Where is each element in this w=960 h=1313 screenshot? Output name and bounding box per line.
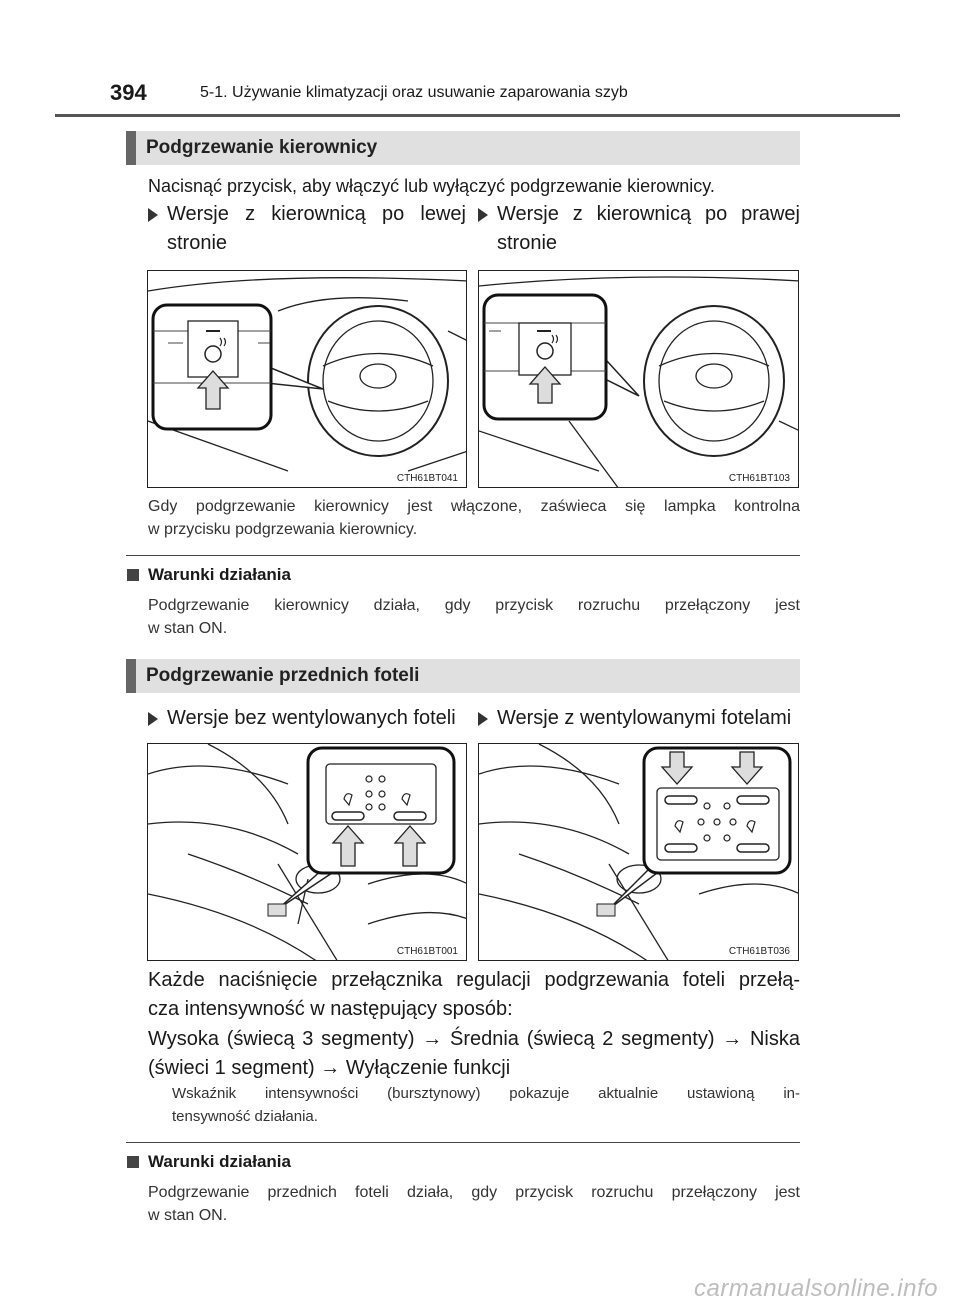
- variant-rhd-line2: stronie: [497, 232, 558, 254]
- variant-lhd-line2: stronie: [167, 232, 228, 254]
- variant-lhd-line1: Wersje z kierownicą po lewej: [167, 203, 466, 225]
- header-rule: [55, 114, 900, 117]
- section-heading-steering-heater: [126, 131, 800, 165]
- figure-code: CTH61BT041: [396, 473, 458, 484]
- steering-illustration-icon: [479, 271, 799, 488]
- conditions-line1: Podgrzewanie przednich foteli działa, gdy przycisk rozruchu przełączony jest: [148, 1184, 800, 1201]
- heat-level-para-line2: cza intensywność w następujący sposób:: [148, 998, 513, 1020]
- figure-code: CTH61BT103: [728, 473, 790, 484]
- conditions-line2: w stan ON.: [148, 1207, 228, 1224]
- indicator-note-line1: Wskaźnik intensywności (bursztynowy) pokazuje aktualnie ustawioną in-: [172, 1085, 800, 1102]
- watermark: carmanualsonline.info: [694, 1275, 938, 1302]
- heat-sequence-line1: Wysoka (świecą 3 segmenty) → Średnia (świecą 2 segmenty) → Niska: [148, 1028, 800, 1050]
- figure-seat-heater-switches: [147, 743, 467, 961]
- square-bullet-icon: [127, 1156, 139, 1168]
- conditions-line1: Podgrzewanie kierownicy działa, gdy przycisk rozruchu przełączony jest: [148, 597, 800, 614]
- divider: [126, 1142, 800, 1143]
- heat-level-para-line1: Każde naciśnięcie przełącznika regulacji podgrzewania foteli przełą-: [148, 969, 800, 991]
- section-title: Podgrzewanie przednich foteli: [146, 665, 420, 686]
- heat-sequence-line2: (świeci 1 segment) → Wyłączenie funkcji: [148, 1057, 511, 1079]
- steering-illustration-icon: [148, 271, 467, 488]
- running-title: 5-1. Używanie klimatyzacji oraz usuwanie zaparowania szyb: [200, 84, 628, 101]
- console-illustration-icon: [148, 744, 467, 961]
- triangle-bullet-icon: [478, 712, 488, 726]
- variant-no-ventilation: Wersje bez wentylowanych foteli: [167, 707, 456, 729]
- figure-code: CTH61BT001: [396, 946, 458, 957]
- caption-line1: Gdy podgrzewanie kierownicy jest włączone, zaświeca się lampka kontrolna: [148, 498, 800, 515]
- section-title: Podgrzewanie kierownicy: [146, 137, 378, 158]
- conditions-title: Warunki działania: [148, 1152, 291, 1171]
- square-bullet-icon: [127, 569, 139, 581]
- divider: [126, 555, 800, 556]
- figure-seat-heater-ventilation-switches: [478, 743, 799, 961]
- figure-steering-lhd: [147, 270, 467, 488]
- figure-code: CTH61BT036: [728, 946, 790, 957]
- conditions-line2: w stan ON.: [148, 620, 228, 637]
- figure-steering-rhd: [478, 270, 799, 488]
- indicator-note-line2: tensywność działania.: [172, 1108, 318, 1125]
- triangle-bullet-icon: [148, 208, 158, 222]
- variant-rhd-line1: Wersje z kierownicą po prawej: [497, 203, 800, 225]
- console-illustration-icon: [479, 744, 799, 961]
- conditions-title: Warunki działania: [148, 565, 291, 584]
- variant-with-ventilation: Wersje z wentylowanymi fotelami: [497, 707, 792, 729]
- triangle-bullet-icon: [148, 712, 158, 726]
- caption-line2: w przycisku podgrzewania kierownicy.: [148, 521, 418, 538]
- section-heading-seat-heaters: [126, 659, 800, 693]
- triangle-bullet-icon: [478, 208, 488, 222]
- page-number: 394: [110, 80, 147, 105]
- intro-text: Nacisnąć przycisk, aby włączyć lub wyłączyć podgrzewanie kierownicy.: [148, 176, 715, 196]
